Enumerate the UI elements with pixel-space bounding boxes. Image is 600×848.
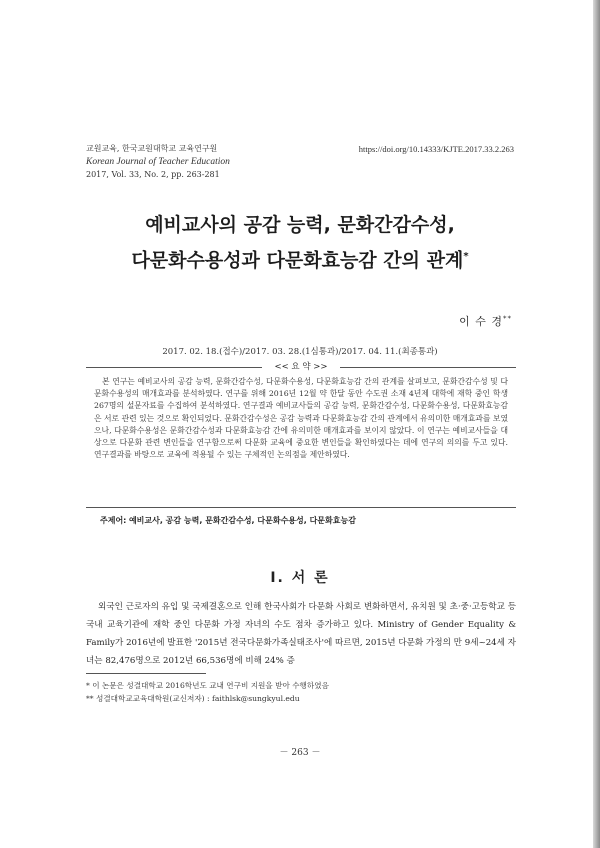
title-line-2-text: 다문화수용성과 다문화효능감 간의 관계 [131,249,464,272]
doi-link[interactable]: https://doi.org/10.14333/KJTE.2017.33.2.263 [358,144,514,154]
page-edge-shadow [593,0,600,848]
keywords-label: 주제어: [100,516,127,525]
title-line-1: 예비교사의 공감 능력, 문화간감수성, [145,214,455,236]
author [459,313,512,329]
footnotes [86,679,329,705]
abstract-body: 본 연구는 예비교사의 공감 능력, 문화간감수성, 다문화수용성, 다문화효능감 간의 관계를 살펴보고, 문화간감수성 및 다문화수용성의 매개효과를 분석하였다. 연구를 위해 2016년 12월 약 한달 동안 수도권 소재 4년제 대학에 재학 중인 학생 267명의 설문자료를 수집하여 분석하였다. 연구결과 예비교사들의 공감 능력, 문화간감수성, 다문화수용성, 다문화효능감은 서로 관련 있는 것으로 확인되었다. 문화간감수성은 공감 능력과 다문화효능감 간의 관계에서 유의미한 매개효과를 보였으나, 다문화수용성은 문화간감수성과 다문화효능감 간에 유의미한 매개효과를 보이지 않았다. 이 연구는 예비교사들을 대상으로 다문화 관련 변인들을 연구함으로써 다문화 교육에 중요한 변인들을 확인하였다는 데에 연구의 의의를 두고 있다. 연구결과를 바탕으로 교육에 적용될 수 있는 구체적인 논의점을 제안하였다. [94,377,508,460]
journal-name-korean: 교원교육, 한국교원대학교 교육연구원 [86,144,218,153]
author-name: 이 수 경 [459,315,503,328]
section-heading: Ⅰ. 서 론 [270,570,330,586]
footnote-2: ** 성결대학교교육대학원(교신저자) : faithlsk@sungkyul.edu [86,694,300,703]
title-line-2 [60,241,540,276]
abstract-box [86,372,516,508]
footnote-1: * 이 논문은 성결대학교 2016학년도 교내 연구비 지원을 받아 수행하였음 [86,681,329,690]
paper-title [60,210,540,276]
author-footnote-mark: ** [503,314,512,323]
abstract-label: << 요 약 >> [274,362,328,372]
journal-volume-info: 2017, Vol. 33, No. 2, pp. 263-281 [86,170,220,179]
journal-name-english: Korean Journal of Teacher Education [86,157,230,167]
keywords-values: 예비교사, 공감 능력, 문화간감수성, 다문화수용성, 다문화효능감 [128,516,356,525]
body-paragraph: 외국인 근로자의 유입 및 국제결혼으로 인해 한국사회가 다문화 사회로 변화하면서, 유치원 및 초·중·고등학교 등 국내 교육기관에 재학 중인 다문화 가정 자녀의 수도 점차 증가하고 있다. Ministry of Gender Equality & Family가 2016년에 발표한 '2015년 전국다문화가족실태조사'에 따르면, 2015년 다문화 가정의 만 9세~24세 자녀는 82,476명으로 2012년 66,536명에 비해 24% 증 [86,602,516,666]
submission-dates: 2017. 02. 18.(접수)/2017. 03. 28.(1심통과)/2017. 04. 11.(최종통과) [162,347,438,357]
abstract-rule-right [340,367,516,368]
title-footnote-mark: * [463,251,469,262]
body-text [86,598,516,670]
page-number: － 263 － [279,748,321,758]
keywords [100,515,520,527]
footnote-divider [86,673,206,674]
